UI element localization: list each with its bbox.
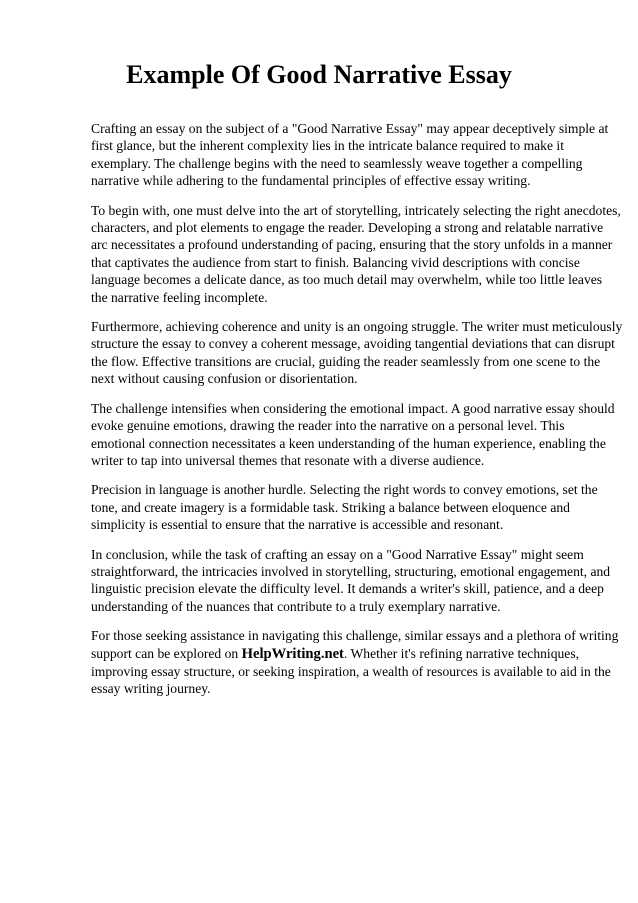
- text-line: arc necessitates a profound understanding of pacing, ensuring that the story unfolds in a manner: [91, 237, 613, 253]
- text-line: The challenge intensifies when considering the emotional impact. A good narrative essay should: [91, 400, 615, 416]
- text-line: Precision in language is another hurdle. Selecting the right words to convey emotions, set the: [91, 482, 598, 498]
- text-line: evoke genuine emotions, drawing the reader into the narrative on a personal level. This: [91, 418, 565, 434]
- text-line: emotional connection necessitates a keen understanding of the human experience, enabling the: [91, 435, 606, 451]
- text-line: essay writing journey.: [91, 681, 211, 697]
- text-line: the flow. Effective transitions are crucial, guiding the reader seamlessly from one scene to the: [91, 353, 601, 369]
- text-line: In conclusion, while the task of crafting an essay on a "Good Narrative Essay" might seem: [91, 546, 584, 562]
- text-line: exemplary. The challenge begins with the need to seamlessly weave together a compelling: [91, 155, 583, 171]
- paragraph-emotional-impact: [91, 400, 615, 470]
- text-line: language becomes a delicate dance, as too much detail may overwhelm, while too little leaves: [91, 272, 603, 288]
- text-line: Furthermore, achieving coherence and unity is an ongoing struggle. The writer must meticulously: [91, 319, 623, 335]
- text-fragment: support can be explored on: [91, 645, 242, 661]
- text-line: next without causing confusion or disorientation.: [91, 371, 358, 387]
- text-line: writer to tap into universal themes that resonate with a diverse audience.: [91, 452, 485, 468]
- text-line: straightforward, the intricacies involved in storytelling, structuring, emotional engagement, and: [91, 563, 611, 579]
- paragraph-coherence: [91, 318, 623, 388]
- helpwriting-link[interactable]: HelpWriting.net: [241, 645, 344, 662]
- document-body: [91, 120, 623, 710]
- text-line: the narrative feeling incomplete.: [91, 289, 268, 305]
- text-line-with-link: [91, 645, 606, 663]
- text-line: understanding of the nuances that contribute to a truly exemplary narrative.: [91, 598, 501, 614]
- paragraph-storytelling: [91, 202, 621, 306]
- text-fragment: . Whether it's refining narrative techniques,: [343, 645, 580, 661]
- text-line: that captivates the audience from start to finish. Balancing vivid descriptions with concise: [91, 254, 580, 270]
- text-line: linguistic precision elevate the difficulty level. It demands a writer's skill, patience, and a deep: [91, 581, 604, 597]
- paragraph-conclusion: [91, 546, 611, 616]
- text-line: To begin with, one must delve into the art of storytelling, intricately selecting the right anecdotes,: [91, 202, 621, 218]
- text-line: For those seeking assistance in navigating this challenge, similar essays and a plethora of writing: [91, 628, 619, 644]
- text-line: first glance, but the inherent complexity lies in the intricate balance required to make it: [91, 138, 564, 154]
- text-line: narrative while adhering to the fundamental principles of effective essay writing.: [91, 173, 531, 189]
- text-line: improving essay structure, or seeking inspiration, a wealth of resources is available to aid in the: [91, 663, 611, 679]
- text-line: Crafting an essay on the subject of a "Good Narrative Essay" may appear deceptively simple at: [91, 121, 609, 136]
- text-line: tone, and create imagery is a formidable task. Striking a balance between eloquence and: [91, 499, 570, 515]
- document-title: Example Of Good Narrative Essay: [126, 60, 512, 89]
- paragraph-assistance: [91, 627, 619, 698]
- text-line: simplicity is essential to ensure that the narrative is accessible and resonant.: [91, 517, 504, 533]
- text-line: structure the essay to convey a coherent message, avoiding tangential deviations that can disrupt: [91, 336, 615, 352]
- paragraph-precision: [91, 481, 606, 533]
- paragraph-intro: [91, 120, 609, 190]
- text-line: characters, and plot elements to engage the reader. Developing a strong and relatable narrative: [91, 220, 604, 236]
